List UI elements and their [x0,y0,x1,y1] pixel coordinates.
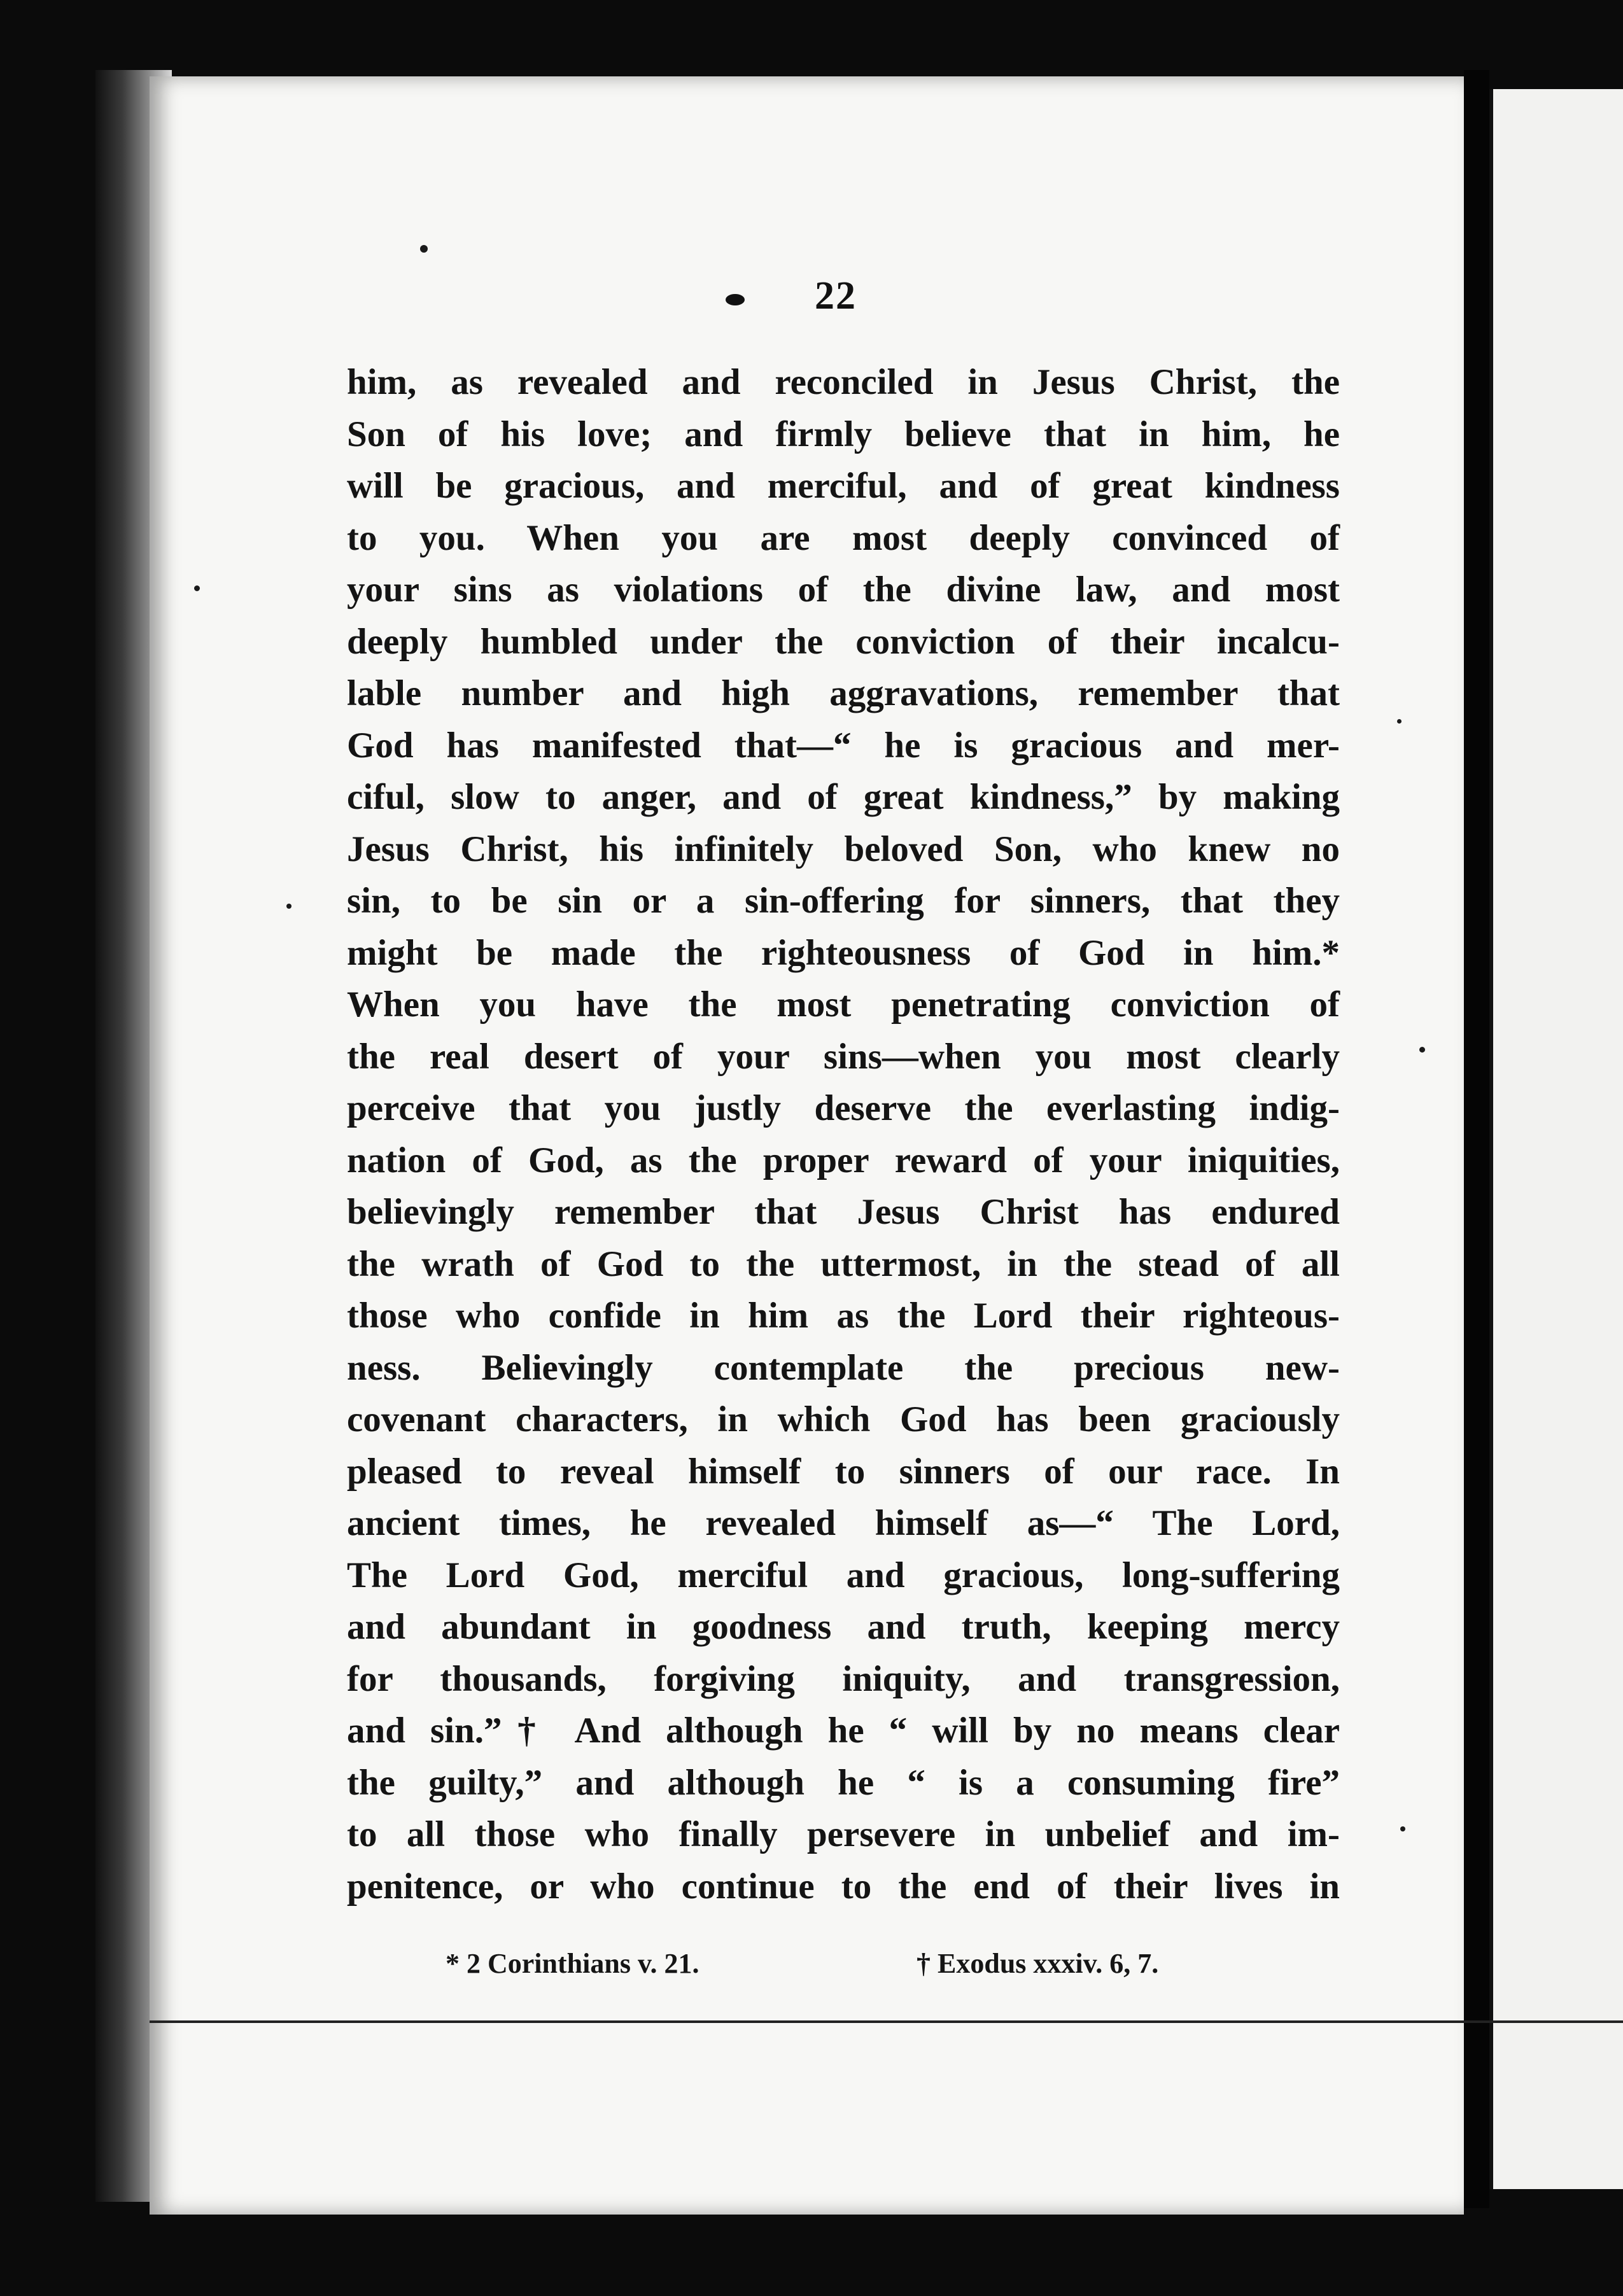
text-line: ancient times, he revealed himself as—“ The Lord, [347,1503,1340,1543]
scan-speck [1397,719,1402,724]
text-line: penitence, or who continue to the end of their lives in [347,1866,1340,1907]
scan-speck [194,585,200,591]
text-line: God has manifested that—“ he is gracious and mer- [347,725,1340,766]
text-line: pleased to reveal himself to sinners of our race. In [347,1451,1340,1492]
text-line: Jesus Christ, his infinitely beloved Son, who knew no [347,829,1340,869]
text-line: nation of God, as the proper reward of your iniquities, [347,1140,1340,1180]
text-line: lable number and high aggravations, remember that [347,673,1340,713]
text-line: for thousands, forgiving iniquity, and transgression, [347,1658,1340,1699]
text-line: him, as revealed and reconciled in Jesus Christ, the [347,362,1340,402]
text-line: ciful, slow to anger, and of great kindness,” by making [347,777,1340,817]
body-text [347,356,1340,1912]
footnote-2: † Exodus xxxiv. 6, 7. [917,1948,1159,1979]
text-line: covenant characters, in which God has been graciously [347,1399,1340,1439]
text-line: to you. When you are most deeply convinced of [347,517,1340,558]
text-line: will be gracious, and merciful, and of great kindness [347,466,1340,506]
scan-bottom-rule [150,2020,1623,2023]
text-line: your sins as violations of the divine law, and most [347,570,1340,610]
text-line: and abundant in goodness and truth, keeping mercy [347,1607,1340,1647]
page-edge-shadow [1464,70,1489,2208]
scan-speck [286,904,292,909]
text-line: might be made the righteousness of God in him.* [347,932,1340,973]
text-line: deeply humbled under the conviction of their incalcu- [347,621,1340,662]
facing-page-edge [1489,89,1623,2189]
text-line: the guilty,” and although he “ is a consuming fire” [347,1762,1340,1803]
text-line: and sin.”† And although he “ will by no means clear [347,1711,1340,1751]
text-line: the real desert of your sins—when you most clearly [347,1036,1340,1077]
text-line: perceive that you justly deserve the everlasting indig- [347,1088,1340,1128]
text-line: The Lord God, merciful and gracious, long-suffering [347,1555,1340,1595]
text-line: those who confide in him as the Lord their righteous- [347,1296,1340,1336]
text-line: When you have the most penetrating conviction of [347,984,1340,1025]
text-line: believingly remember that Jesus Christ has endured [347,1192,1340,1232]
text-line: Son of his love; and firmly believe that in him, he [347,414,1340,454]
text-line: the wrath of God to the uttermost, in the stead of all [347,1243,1340,1284]
footnotes [446,1947,1273,1992]
scan-speck [420,245,428,253]
scan-speck [1419,1047,1425,1053]
text-line: to all those who finally persevere in unbelief and im- [347,1814,1340,1854]
footnote-1: * 2 Corinthians v. 21. [446,1948,699,1979]
page-number: 22 [815,274,857,318]
scan-speck [1400,1826,1405,1831]
ink-blot [726,294,745,305]
text-line: sin, to be sin or a sin-offering for sinners, that they [347,881,1340,921]
text-line: ness. Believingly contemplate the precious new- [347,1347,1340,1388]
